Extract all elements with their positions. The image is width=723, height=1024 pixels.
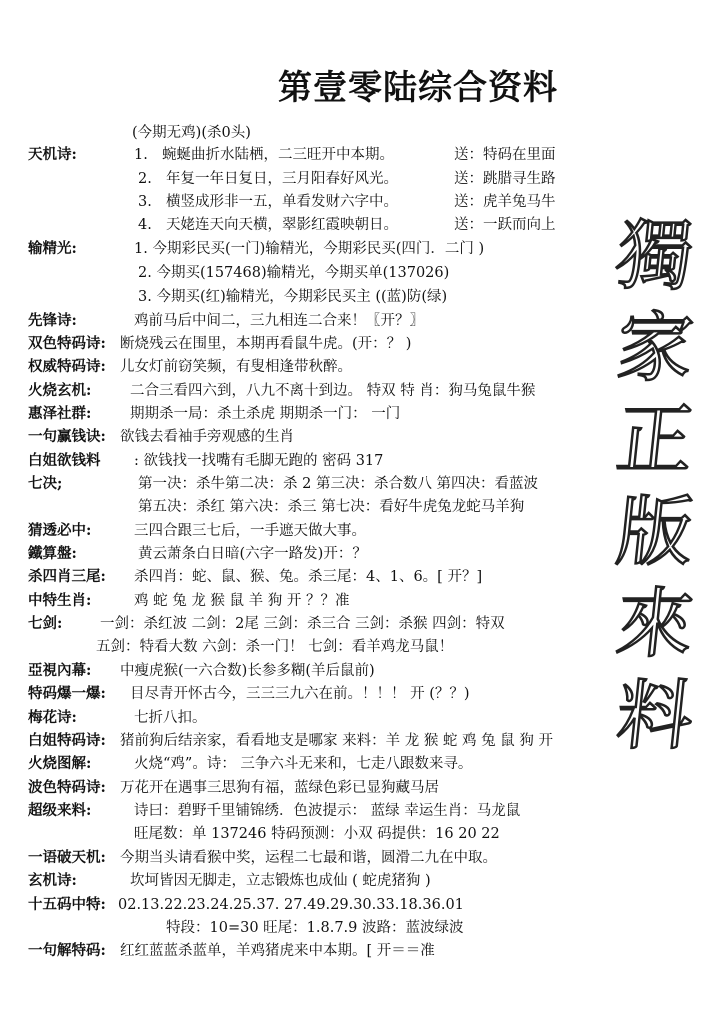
page-title: 第壹零陆综合资料 bbox=[278, 68, 558, 108]
tianji-poem-1: 蜿蜒曲折水陆栖，二三旺开中本期。 bbox=[162, 147, 394, 163]
tiesuanpan-label: 鐵算盤: bbox=[28, 545, 77, 562]
yashi-label: 亞視內幕: bbox=[28, 662, 92, 679]
chaoji-label: 超级来料: bbox=[28, 802, 92, 819]
caitou-label: 猜透必中: bbox=[28, 522, 92, 539]
chaoji-text: 诗曰：碧野千里铺锦绣．色波提示： 蓝绿 幸运生肖：马龙鼠 bbox=[134, 803, 521, 819]
xuanji-label: 玄机诗: bbox=[28, 872, 77, 889]
shujing-label: 输精光: bbox=[28, 240, 77, 257]
yingqian-text: 欲钱去看袖手旁观感的生肖 bbox=[120, 429, 294, 445]
shujing-line-2: 2. 今期买(157468)输精光，今期买单(137026) bbox=[138, 265, 450, 281]
tianji-hint-2: 送：跳腊寻生路 bbox=[454, 171, 556, 187]
qijian-line-1: 一剑：杀红波 二剑：2尾 三剑：杀三合 三剑：杀猴 四剑：特双 bbox=[100, 616, 505, 632]
wangwei-line: 旺尾数：单 137246 特码预测：小双 码提供：16 20 22 bbox=[134, 826, 500, 842]
huoshao-label: 火烧玄机: bbox=[28, 382, 92, 399]
qijue-line-2: 第五决：杀红 第六决：杀三 第七决：看好牛虎兔龙蛇马羊狗 bbox=[138, 499, 525, 515]
watermark-char-5: 來 bbox=[612, 579, 698, 668]
teduan-line: 特段：10=30 旺尾：1.8.7.9 波路：蓝波绿波 bbox=[166, 920, 464, 936]
quanwei-text: 儿女灯前窃笑频，有叟相逢带秋醉。 bbox=[120, 359, 352, 375]
watermark-char-3: 正 bbox=[612, 395, 698, 484]
shujing-line-1: 1. 今期彩民买(一门)输精光，今期彩民买(四门．二门 ) bbox=[134, 241, 485, 257]
meihua-text: 七折八扣。 bbox=[134, 710, 207, 726]
tianji-num-1: 1. bbox=[134, 147, 148, 163]
baijie-label: 白姐欲钱料 bbox=[28, 452, 101, 469]
tianji-poem-2: 年复一年日复日，三月阳春好风光。 bbox=[166, 171, 398, 187]
bose-label: 波色特码诗: bbox=[28, 779, 106, 796]
qijue-label: 七决; bbox=[28, 475, 63, 492]
watermark-char-4: 版 bbox=[612, 487, 698, 576]
caitou-text: 三四合跟三七后，一手遮天做大事。 bbox=[134, 523, 366, 539]
quanwei-label: 权威特码诗: bbox=[28, 358, 106, 375]
tianji-hint-1: 送：特码在里面 bbox=[454, 147, 556, 163]
qijue-line-1: 第一决：杀牛第二决：杀 2 第三决：杀合数八 第四决：看蓝波 bbox=[138, 476, 539, 492]
baijie-tema-text: 猪前狗后结亲家，看看地支是哪家 来料：羊 龙 猴 蛇 鸡 兔 鼠 狗 开 bbox=[120, 733, 553, 749]
tianji-num-3: 3. bbox=[138, 194, 152, 210]
yingqian-label: 一句赢钱诀: bbox=[28, 428, 106, 445]
shiwuma-label: 十五码中特: bbox=[28, 896, 106, 913]
tianji-poem-3: 横竖成形非一五，单看发财六字中。 bbox=[166, 194, 398, 210]
zhongte-label: 中特生肖: bbox=[28, 592, 92, 609]
yiju-text: 红红蓝蓝杀蓝单，羊鸡猪虎来中本期。[ 开＝＝准 bbox=[120, 943, 435, 959]
subtitle: (今期无鸡)(杀0头) bbox=[132, 125, 251, 141]
huoshao-tujie-label: 火烧图解: bbox=[28, 755, 92, 772]
baijie-tema-label: 白姐特码诗: bbox=[28, 732, 106, 749]
qijian-label: 七剑: bbox=[28, 615, 63, 632]
xianfeng-label: 先锋诗: bbox=[28, 312, 77, 329]
watermark-char-2: 家 bbox=[612, 303, 698, 392]
tianji-hint-4: 送：一跃而向上 bbox=[454, 217, 556, 233]
xuanji-text: 坎坷皆因无脚走，立志锻炼也成仙 ( 蛇虎猪狗 ) bbox=[130, 873, 431, 889]
xianfeng-text: 鸡前马后中间二，三九相连二合来！〖开？〗 bbox=[134, 313, 424, 329]
yashi-text: 中瘦虎猴(一六合数)长参多糊(羊后鼠前) bbox=[120, 663, 375, 679]
watermark-char-1: 獨 bbox=[612, 211, 698, 300]
tianji-poem-4: 天姥连天向天横，翠影红霞映朝日。 bbox=[166, 217, 398, 233]
shuangse-text: 断烧残云在围里，本期再看鼠牛虎。(开：？ ) bbox=[120, 336, 412, 352]
huoshao-tujie-text: 火烧“鸡”。诗： 三争六斗无来和，七走八跟数来寻。 bbox=[134, 756, 473, 772]
yiju-label: 一句解特码: bbox=[28, 942, 106, 959]
tianji-hint-3: 送：虎羊兔马牛 bbox=[454, 194, 556, 210]
yiyu-label: 一语破天机: bbox=[28, 849, 106, 866]
tebao-text: 目尽青开怀古今，三三三九六在前。！！！ 开 (？？) bbox=[130, 686, 470, 702]
tianji-label: 天机诗: bbox=[28, 146, 77, 163]
shiwuma-text: 02.13.22.23.24.25.37. 27.49.29.30.33.18.36.01 bbox=[118, 897, 464, 913]
yiyu-text: 今期当头请看猴中奖，运程二七最和谐，圆滑二九在中取。 bbox=[120, 850, 497, 866]
huize-label: 惠泽社群: bbox=[28, 405, 92, 422]
baijie-text: : 欲钱找一找嘴有毛脚无跑的 密码 317 bbox=[134, 453, 384, 469]
shasixiao-label: 杀四肖三尾: bbox=[28, 568, 106, 585]
huoshao-text: 二合三看四六到，八九不离十到边。 特双 特 肖：狗马兔鼠牛猴 bbox=[130, 383, 536, 399]
shujing-line-3: 3. 今期买(红)输精光，今期彩民买主 ((蓝)防(绿) bbox=[138, 289, 448, 305]
tiesuanpan-text: 黄云萧条白日暗(六字一路发)开：？ bbox=[138, 546, 367, 562]
huize-text: 期期杀一局：杀土杀虎 期期杀一门： 一门 bbox=[130, 406, 401, 422]
shasixiao-text: 杀四肖：蛇、鼠、猴、兔。杀三尾：4、1、6。[ 开？] bbox=[134, 569, 483, 585]
watermark-char-6: 料 bbox=[612, 671, 698, 760]
tebao-label: 特码爆一爆: bbox=[28, 685, 106, 702]
shuangse-label: 双色特码诗: bbox=[28, 335, 106, 352]
bose-text: 万花开在遇事三思狗有福，蓝绿色彩已显狗藏马居 bbox=[120, 780, 439, 796]
tianji-num-2: 2. bbox=[138, 171, 152, 187]
meihua-label: 梅花诗: bbox=[28, 709, 77, 726]
qijian-line-2: 五剑：特看大数 六剑：杀一门！ 七剑：看羊鸡龙马鼠！ bbox=[96, 639, 454, 655]
zhongte-text: 鸡 蛇 兔 龙 猴 鼠 羊 狗 开 ？？准 bbox=[134, 593, 350, 609]
tianji-num-4: 4. bbox=[138, 217, 152, 233]
